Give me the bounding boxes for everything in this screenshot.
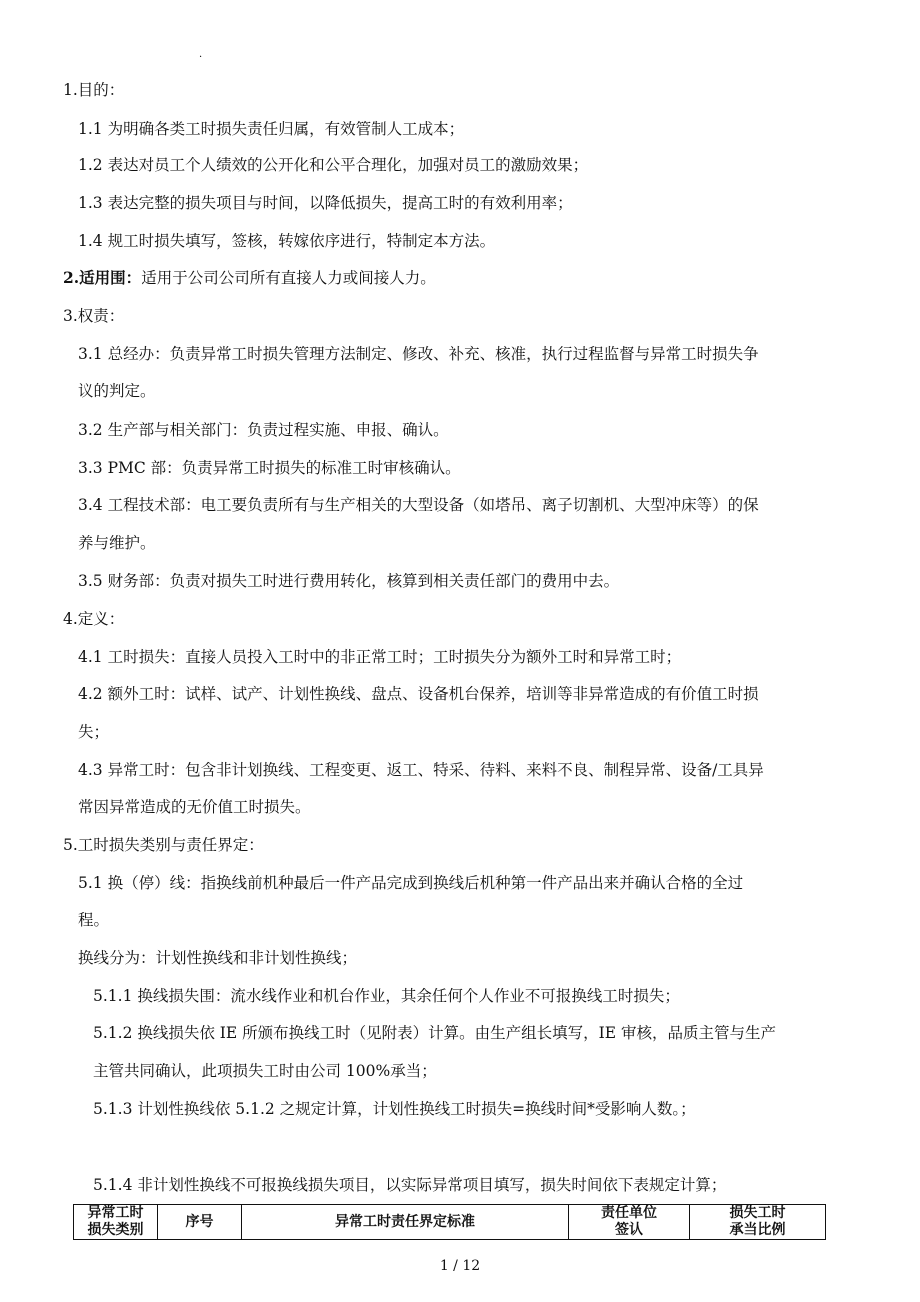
item-1-3: 1.3 表达完整的损失项目与时间，以降低损失，提高工时的有效利用率；: [78, 194, 573, 212]
table-header-responsible-line1: 责任单位: [601, 1205, 657, 1221]
item-4-2-line2: 失；: [78, 723, 110, 741]
item-3-1-line1: 3.1 总经办：负责异常工时损失管理方法制定、修改、补充、核准，执行过程监督与异常工时损失争: [78, 345, 759, 363]
item-3-4-line2: 养与维护。: [78, 534, 156, 552]
section-4-heading: 4.定义：: [63, 610, 125, 628]
item-5-1-3: 5.1.3 计划性换线依 5.1.2 之规定计算，计划性换线工时损失=换线时间*受影响人数。；: [93, 1100, 696, 1118]
item-3-5: 3.5 财务部：负责对损失工时进行费用转化，核算到相关责任部门的费用中去。: [78, 572, 620, 590]
header-dot: ·: [199, 52, 203, 63]
table-header-number: 序号: [158, 1205, 242, 1240]
table-header-loss-ratio: [690, 1205, 826, 1240]
item-5-1-4: 5.1.4 非计划性换线不可报换线损失项目，以实际异常项目填写，损失时间依下表规定计算；: [93, 1176, 727, 1194]
item-3-1-line2: 议的判定。: [78, 382, 156, 400]
item-4-1: 4.1 工时损失：直接人员投入工时中的非正常工时；工时损失分为额外工时和异常工时；: [78, 648, 682, 666]
item-1-4: 1.4 规工时损失填写，签核，转嫁依序进行，特制定本方法。: [78, 232, 496, 250]
table-header-category-line2: 损失类别: [87, 1222, 144, 1238]
item-4-3-line2: 常因异常造成的无价值工时损失。: [78, 798, 311, 816]
item-5-1-2-line2: 主管共同确认，此项损失工时由公司 100%承当；: [93, 1062, 437, 1080]
item-5-1-1: 5.1.1 换线损失围：流水线作业和机台作业，其余任何个人作业不可报换线工时损失；: [93, 987, 680, 1005]
table-header-category: [74, 1205, 158, 1240]
item-5-1-line1: 5.1 换（停）线：指换线前机种最后一件产品完成到换线后机种第一件产品出来并确认合格的全过: [78, 874, 744, 892]
table-header-responsible-unit: [569, 1205, 690, 1240]
loss-standard-table: [73, 1204, 826, 1240]
page-number: 1 / 12: [439, 1258, 481, 1274]
item-4-3-line1: 4.3 异常工时：包含非计划换线、工程变更、返工、特采、待料、来料不良、制程异常、设备/工具异: [78, 761, 764, 779]
section-5-heading: 5.工时损失类别与责任界定：: [63, 836, 264, 854]
item-5-1-line2: 程。: [78, 911, 110, 929]
section-2: [63, 268, 436, 288]
table-header-loss-line1: 损失工时: [729, 1205, 786, 1221]
table-header-loss-line2: 承当比例: [729, 1222, 786, 1238]
item-3-3: 3.3 PMC 部：负责异常工时损失的标准工时审核确认。: [78, 459, 461, 477]
section-1-heading: 1.目的：: [63, 81, 125, 99]
table-header-row: [74, 1205, 826, 1240]
item-3-4-line1: 3.4 工程技术部：电工要负责所有与生产相关的大型设备（如塔吊、离子切割机、大型冲床等）的保: [78, 496, 759, 514]
item-5-1-line3: 换线分为：计划性换线和非计划性换线；: [78, 949, 358, 967]
item-5-1-2-line1: 5.1.2 换线损失依 IE 所颁布换线工时（见附表）计算。由生产组长填写，IE 审核，品质主管与生产: [93, 1024, 777, 1042]
section-2-label: 2.适用围：: [63, 268, 142, 287]
section-2-text: 适用于公司公司所有直接人力或间接人力。: [141, 269, 436, 287]
item-3-2: 3.2 生产部与相关部门：负责过程实施、申报、确认。: [78, 421, 449, 439]
item-4-2-line1: 4.2 额外工时：试样、试产、计划性换线、盘点、设备机台保养，培训等非异常造成的有价值工时损: [78, 685, 759, 703]
table-header-responsible-line2: 签认: [615, 1222, 643, 1238]
item-1-2: 1.2 表达对员工个人绩效的公开化和公平合理化，加强对员工的激励效果；: [78, 156, 589, 174]
table-header-standard: 异常工时责任界定标准: [242, 1205, 569, 1240]
table-header-category-line1: 异常工时: [87, 1205, 144, 1221]
section-3-heading: 3.权责：: [63, 307, 125, 325]
item-1-1: 1.1 为明确各类工时损失责任归属，有效管制人工成本；: [78, 120, 465, 138]
